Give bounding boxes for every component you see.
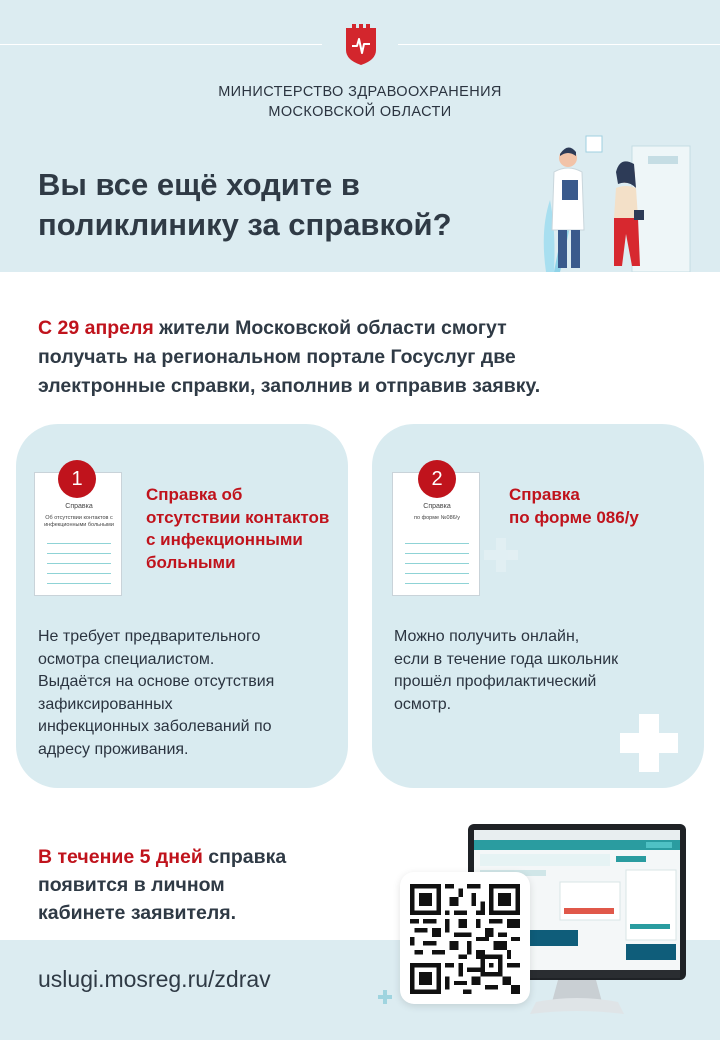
card-desc-line: Можно получить онлайн, — [394, 628, 580, 645]
headline-line-2: поликлинику за справкой? — [38, 207, 452, 242]
doc-line — [47, 553, 111, 554]
moscow-oblast-emblem-icon — [344, 22, 378, 66]
card-desc-line: инфекционных заболеваний по — [38, 718, 272, 735]
doc-line — [47, 583, 111, 584]
outro-paragraph — [38, 843, 358, 927]
ministry-title — [0, 82, 720, 122]
outro-line-3: кабинете заявителя. — [38, 902, 237, 924]
card-title — [509, 484, 704, 529]
card-title-line: Справка — [509, 485, 580, 504]
intro-paragraph — [38, 314, 688, 401]
card-desc-line: Выдаётся на основе отсутствия — [38, 673, 275, 690]
card-desc-line: если в течение года школьник — [394, 650, 619, 668]
outro-line-1-rest: справка — [202, 846, 287, 868]
doc-line — [47, 573, 111, 574]
plus-icon — [378, 990, 392, 1004]
doc-line — [405, 573, 469, 574]
plus-icon — [620, 714, 678, 772]
header-band — [0, 0, 720, 272]
doctor-patient-illustration — [536, 130, 696, 272]
card-description — [38, 626, 338, 761]
doc-line — [47, 563, 111, 564]
card-desc-line: прошёл профилактический — [394, 673, 597, 690]
doc-line — [405, 553, 469, 554]
header-divider-left — [0, 44, 322, 45]
outro-line-2: появится в личном — [38, 874, 225, 896]
doc-line — [405, 543, 469, 544]
portal-url-link[interactable]: uslugi.mosreg.ru/zdrav — [38, 966, 271, 992]
card-title — [146, 484, 346, 574]
doc-title: Справка — [423, 503, 451, 510]
card-desc-line: Не требует предварительного — [38, 628, 261, 645]
card-title-line: с инфекционными — [146, 530, 303, 549]
card-desc-line: осмотр. — [394, 695, 452, 713]
page-headline — [38, 165, 558, 245]
card-desc-line: адресу проживания. — [38, 740, 189, 758]
card-title-line: по форме 086/у — [509, 507, 639, 527]
intro-line-3: электронные справки, заполнив и отправив заявку. — [38, 375, 541, 397]
card-title-line: Справка об — [146, 485, 243, 504]
card-desc-line: зафиксированных — [38, 695, 173, 713]
doc-line — [405, 583, 469, 584]
outro-highlight: В течение 5 дней — [38, 846, 203, 868]
doc-subtitle: по форме №086/у — [414, 515, 460, 521]
ministry-line-2: МОСКОВСКОЙ ОБЛАСТИ — [268, 104, 452, 120]
card-desc-line: осмотра специалистом. — [38, 650, 215, 668]
certificate-card-2 — [372, 424, 704, 788]
number-badge: 1 — [58, 460, 96, 498]
doc-line — [405, 563, 469, 564]
card-description — [394, 626, 694, 716]
card-title-line: отсутствии контактов — [146, 507, 330, 527]
header-divider-right — [398, 44, 720, 45]
intro-line-1-rest: жители Московской области смогут — [153, 317, 507, 339]
certificate-card-1 — [16, 424, 348, 788]
card-title-line: больными — [146, 552, 236, 572]
qr-code-icon — [410, 884, 520, 994]
number-badge: 2 — [418, 460, 456, 498]
qr-code[interactable] — [400, 872, 530, 1004]
doc-title: Справка — [65, 503, 93, 510]
plus-icon — [484, 538, 518, 572]
doc-subtitle: Об отсутствии контактов с инфекционными больными — [44, 515, 114, 528]
ministry-line-1: МИНИСТЕРСТВО ЗДРАВООХРАНЕНИЯ — [218, 84, 502, 100]
headline-line-1: Вы все ещё ходите в — [38, 167, 360, 202]
intro-date: С 29 апреля — [38, 317, 154, 339]
intro-line-2: получать на региональном портале Госуслуг две — [38, 346, 516, 368]
doc-line — [47, 543, 111, 544]
